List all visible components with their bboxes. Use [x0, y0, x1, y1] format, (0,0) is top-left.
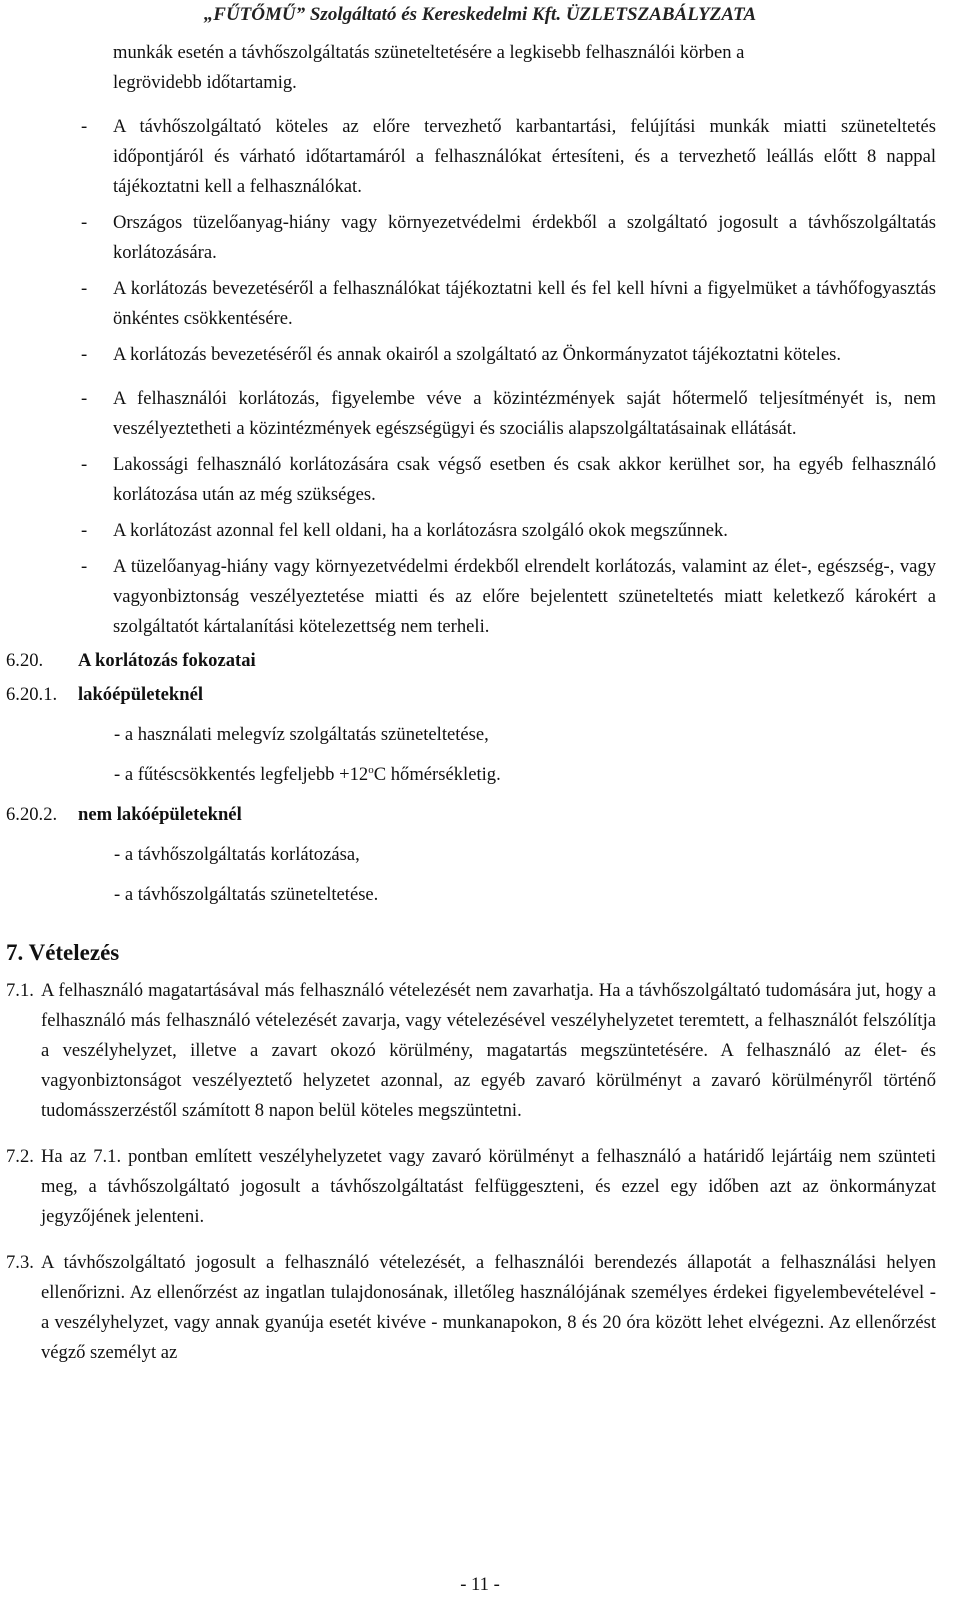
heading-6-20-1 — [6, 680, 936, 710]
degree-superscript: o — [368, 764, 374, 776]
page-content — [6, 38, 936, 1368]
heading-6-20 — [6, 646, 936, 676]
heading-number: 6.20.2. — [6, 804, 58, 825]
bullet-item — [6, 208, 936, 268]
bullet-text: A felhasználói korlátozás, figyelembe véve a közintézmények saját hőtermelő teljesítményét is, nem veszélyeztetheti a közintézmények egészségügyi és szociális alapszolgáltatásainak ellátását. — [113, 388, 936, 439]
list-item-text-end: C hőmérsékletig. — [373, 764, 501, 785]
heading-number: 6.20. — [6, 650, 44, 671]
bullet-item — [6, 450, 936, 510]
bullet-dash: - — [81, 520, 88, 541]
list-item: - a használati melegvíz szolgáltatás szüneteltetése, — [114, 724, 489, 745]
bullet-text: A korlátozás bevezetéséről és annak okairól a szolgáltató az Önkormányzatot tájékoztatni köteles. — [113, 344, 841, 365]
bullet-text: A korlátozás bevezetéséről a felhasználókat tájékoztatni kell és fel kell hívni a figyelmüket a távhőfogyasztás önkéntes csökkentésére. — [113, 278, 936, 329]
list-item: - a távhőszolgáltatás korlátozása, — [114, 844, 360, 865]
bullet-dash: - — [81, 212, 88, 233]
heading-number: 6.20.1. — [6, 684, 58, 705]
bullet-dash: - — [81, 344, 88, 365]
page-number: - 11 - — [460, 1574, 500, 1595]
paragraph-text: A távhőszolgáltató jogosult a felhasználó vételezését, a felhasználói berendezés állapotát a felhasználási helyen ellenőrizni. Az ellenőrzést az ingatlan tulajdonosának, illetőleg használójának személyes érdekei figyelembevételével - a veszélyhelyzet, vagy annak gyanúja esetét kivéve - munkanapokon, 8 és 20 óra között lehet elvégezni. Az ellenőrzést végző személyt az — [41, 1252, 936, 1363]
heading-title: A korlátozás fokozatai — [78, 650, 256, 671]
bullet-item — [6, 384, 936, 444]
numbered-paragraph — [6, 1248, 936, 1368]
intro-line-2: legrövidebb időtartamig. — [113, 72, 297, 93]
intro-paragraph — [113, 38, 936, 98]
bullet-item — [6, 274, 936, 334]
bullet-item — [6, 516, 936, 546]
bullet-text: Lakossági felhasználó korlátozására csak végső esetben és csak akkor kerülhet sor, ha egyéb felhasználó korlátozása után az még szükséges. — [113, 454, 936, 505]
paragraph-number: 7.3. — [6, 1252, 34, 1273]
paragraph-number: 7.1. — [6, 980, 34, 1001]
bullet-dash: - — [81, 388, 88, 409]
bullet-text: A korlátozást azonnal fel kell oldani, ha a korlátozásra szolgáló okok megszűnnek. — [113, 520, 728, 541]
section-title: 7. Vételezés — [6, 940, 120, 965]
bullet-dash: - — [81, 116, 88, 137]
paragraph-number: 7.2. — [6, 1146, 34, 1167]
bullet-dash: - — [81, 556, 88, 577]
bullet-text: A távhőszolgáltató köteles az előre tervezhető karbantartási, felújítási munkák miatti szüneteltetés időpontjáról és várható időtartamáról a felhasználókat értesíteni, és a tervezhető leállás előtt 8 nappal tájékoztatni kell a felhasználókat. — [113, 116, 936, 197]
heading-6-20-2 — [6, 800, 936, 830]
heading-title: nem lakóépületeknél — [78, 804, 242, 825]
page-header: „FŰTŐMŰ” Szolgáltató és Kereskedelmi Kft. ÜZLETSZABÁLYZATA — [203, 4, 757, 25]
bullet-item — [6, 340, 936, 370]
paragraph-text: A felhasználó magatartásával más felhasználó vételezését nem zavarhatja. Ha a távhőszolgáltató tudomására jut, hogy a felhasználó más felhasználó vételezését zavarja, vagy vételezésével veszélyhelyzetet teremtett, a felhasználót felszólítja a veszélyhelyzet, illetve a zavart okozó körülmény, magatartás megszüntetésére. A felhasználó az élet- és vagyonbiztonságot veszélyeztető helyzetet azonnal, az egyéb zavaró körülményt a zavaró körülményről történő tudomásszerzéstől számított 8 napon belül köteles megszüntetni. — [41, 980, 936, 1121]
list-item-text: - a fűtéscsökkentés legfeljebb +12 — [114, 764, 369, 785]
bullet-text: A tüzelőanyag-hiány vagy környezetvédelmi érdekből elrendelt korlátozás, valamint az élet-, egészség-, vagy vagyonbiztonság veszélyeztetése miatti és az előre bejelentett szüneteltetés miatt keletkező károkért a szolgáltatót kártalanítási kötelezettség nem terheli. — [113, 556, 936, 637]
heading-title: lakóépületeknél — [78, 684, 203, 705]
bullet-dash: - — [81, 278, 88, 299]
paragraph-text: Ha az 7.1. pontban említett veszélyhelyzetet vagy zavaró körülményt a felhasználó a határidő lejártáig nem szünteti meg, a távhőszolgáltató jogosult a távhőszolgáltatást felfüggeszteni, és ezzel egy időben azt az önkormányzat jegyzőjének jelenteni. — [41, 1146, 936, 1227]
numbered-paragraph — [6, 1142, 936, 1232]
list-item — [114, 760, 936, 790]
bullet-item — [6, 112, 936, 202]
bullet-dash: - — [81, 454, 88, 475]
numbered-paragraph — [6, 976, 936, 1126]
intro-line-1: munkák esetén a távhőszolgáltatás szüneteltetésére a legkisebb felhasználói körben a — [113, 42, 745, 63]
bullet-text: Országos tüzelőanyag-hiány vagy környezetvédelmi érdekből a szolgáltató jogosult a távhőszolgáltatás korlátozására. — [113, 212, 936, 263]
list-item: - a távhőszolgáltatás szüneteltetése. — [114, 884, 379, 905]
bullet-item — [6, 552, 936, 642]
